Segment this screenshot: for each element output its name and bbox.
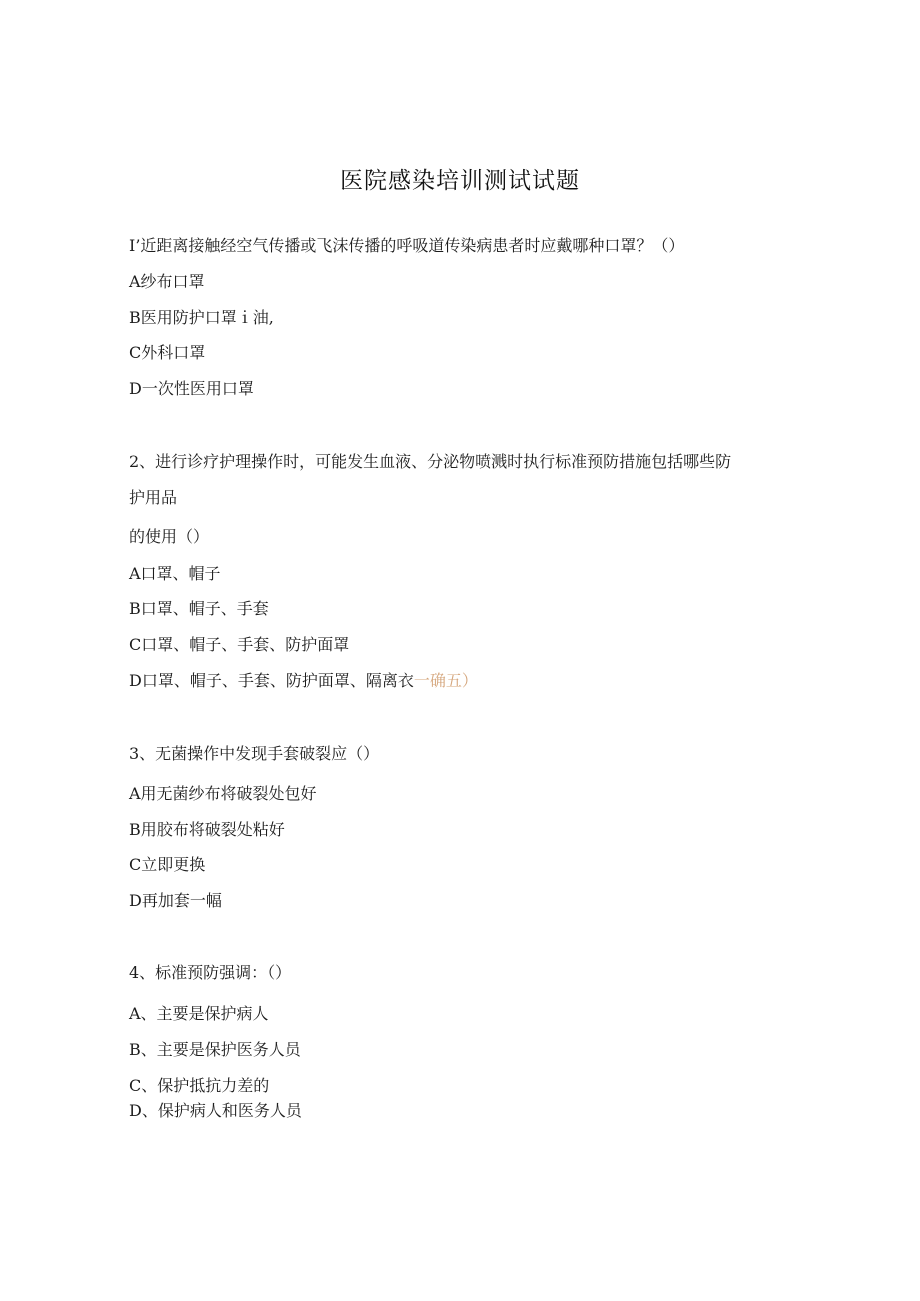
question-3-option-c: C立即更换 bbox=[129, 855, 206, 874]
question-1-stem: I’近距离接触经空气传播或飞沫传播的呼吸道传染病患者时应戴哪种口罩？（） bbox=[129, 236, 685, 255]
question-2-option-d bbox=[129, 671, 478, 691]
question-4-stem: 4、标准预防强调：（） bbox=[129, 963, 292, 982]
question-2-option-a: A口罩、帽子 bbox=[129, 564, 221, 583]
question-2-option-d-text: D口罩、帽子、手套、防护面罩、隔离衣 bbox=[129, 671, 414, 690]
handwritten-annotation: 一确五） bbox=[413, 671, 478, 690]
question-4-option-d: D、保护病人和医务人员 bbox=[129, 1101, 302, 1120]
question-4-option-c: C、保护抵抗力差的 bbox=[129, 1076, 270, 1095]
question-4-option-a: A、主要是保护病人 bbox=[129, 1004, 269, 1023]
question-2-option-b: B口罩、帽子、手套 bbox=[129, 599, 269, 618]
question-3-stem: 3、无菌操作中发现手套破裂应（） bbox=[129, 744, 380, 763]
question-2-stem-line-3: 的使用（） bbox=[129, 527, 210, 546]
question-1-option-b: B医用防护口罩ｉ油, bbox=[129, 308, 274, 327]
question-3-option-b: B用胶布将破裂处粘好 bbox=[129, 820, 285, 839]
page-title: 医院感染培训测试试题 bbox=[340, 168, 580, 194]
question-1-option-c: C外科口罩 bbox=[129, 343, 206, 362]
question-1-option-a: A纱布口罩 bbox=[129, 272, 205, 291]
question-2-option-c: C口罩、帽子、手套、防护面罩 bbox=[129, 635, 350, 654]
question-2-stem-line-1: 2、进行诊疗护理操作时，可能发生血液、分泌物喷溅时执行标准预防措施包括哪些防 bbox=[129, 452, 732, 471]
question-4-option-b: B、主要是保护医务人员 bbox=[129, 1040, 301, 1059]
question-1-option-d: D一次性医用口罩 bbox=[129, 379, 254, 398]
question-3-option-d: D再加套一幅 bbox=[129, 891, 222, 910]
question-2-stem-line-2: 护用品 bbox=[129, 488, 178, 507]
question-3-option-a: A用无菌纱布将破裂处包好 bbox=[129, 784, 317, 803]
